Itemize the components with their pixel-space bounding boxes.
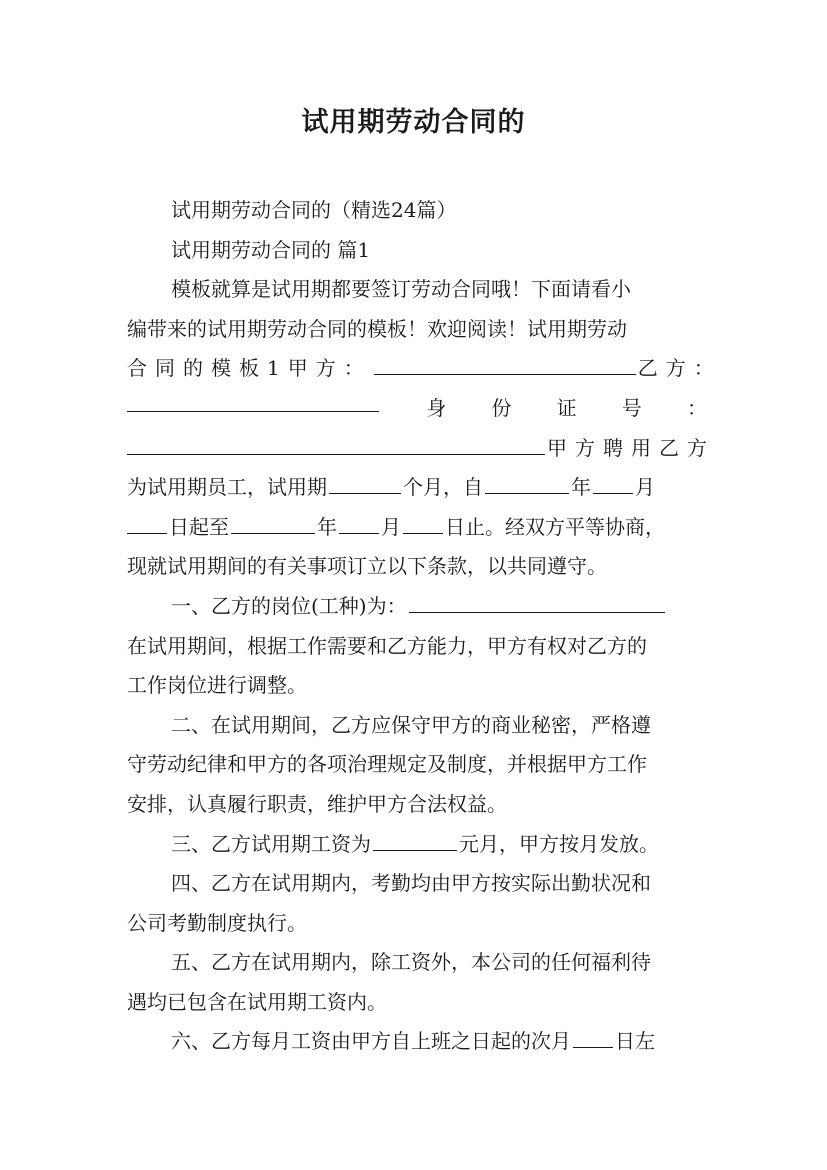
text-run: 一、乙方的岗位(工种)为：	[171, 593, 407, 618]
paragraph-line	[127, 349, 722, 389]
document-body	[127, 191, 722, 1062]
paragraph-line: 遇均已包含在试用期工资内。	[127, 989, 387, 1014]
text-run: 月	[635, 475, 655, 500]
text-run: 日左	[615, 1029, 655, 1054]
text-run: 月	[381, 514, 401, 539]
text-run: 三、乙方试用期工资为	[171, 831, 371, 856]
paragraph-line	[127, 825, 707, 865]
text-run: 年	[571, 475, 591, 500]
text-run: 个月，自	[403, 475, 483, 500]
fill-in-blank	[339, 511, 379, 534]
text-run: 甲方聘用乙方	[547, 435, 715, 460]
paragraph-line: 在试用期间，根据工作需要和乙方能力，甲方有权对乙方的	[127, 633, 647, 658]
text-run: 号	[621, 395, 642, 420]
fill-in-blank	[127, 511, 167, 534]
fill-in-blank	[231, 511, 315, 534]
fill-in-blank	[127, 432, 545, 455]
paragraph-line	[127, 1022, 707, 1062]
text-run: 元月，甲方按月发放。	[459, 831, 659, 856]
fill-in-blank	[593, 471, 633, 494]
fill-in-blank	[403, 511, 443, 534]
text-run: 为试用期员工，试用期	[127, 475, 327, 500]
text-run: 份	[491, 395, 512, 420]
fill-in-blank	[374, 352, 636, 375]
paragraph-line: 工作岗位进行调整。	[127, 673, 307, 698]
paragraph-line: 五、乙方在试用期内，除工资外，本公司的任何福利待	[171, 950, 651, 975]
paragraph-line: 公司考勤制度执行。	[127, 910, 307, 935]
paragraph-line: 编带来的试用期劳动合同的模板！欢迎阅读！试用期劳动	[127, 316, 627, 341]
text-run: 身	[426, 395, 447, 420]
fill-in-blank	[373, 828, 457, 851]
fill-in-blank	[573, 1025, 613, 1048]
paragraph-line	[127, 389, 707, 429]
document-title: 试用期劳动合同的	[301, 107, 526, 138]
text-run: 合同的模板1甲方：	[127, 356, 372, 381]
paragraph-line: 试用期劳动合同的 篇1	[171, 237, 371, 262]
text-run: 日止。经双方平等协商，	[445, 514, 665, 539]
fill-in-blank	[485, 471, 569, 494]
text-run: 证	[556, 395, 577, 420]
text-run: 年	[317, 514, 337, 539]
fill-in-blank	[127, 389, 379, 412]
paragraph-line	[127, 587, 707, 627]
paragraph-line	[127, 429, 715, 469]
text-run: 乙方：	[637, 356, 722, 381]
paragraph-line: 试用期劳动合同的（精选24篇）	[171, 198, 457, 222]
paragraph-line	[127, 508, 707, 548]
text-run: ：	[686, 395, 707, 420]
paragraph-line: 现就试用期间的有关事项订立以下条款，以共同遵守。	[127, 554, 607, 579]
fill-in-blank	[409, 590, 665, 613]
paragraph-line	[127, 468, 707, 508]
paragraph-line: 四、乙方在试用期内，考勤均由甲方按实际出勤状况和	[171, 871, 651, 896]
fill-in-blank	[329, 471, 401, 494]
paragraph-line: 模板就算是试用期都要签订劳动合同哦！下面请看小	[171, 277, 631, 302]
text-run: 日起至	[169, 514, 229, 539]
paragraph-line: 二、在试用期间，乙方应保守甲方的商业秘密，严格遵	[171, 712, 651, 737]
paragraph-line: 安排，认真履行职责，维护甲方合法权益。	[127, 791, 507, 816]
text-run: 六、乙方每月工资由甲方自上班之日起的次月	[171, 1029, 571, 1054]
paragraph-line: 守劳动纪律和甲方的各项治理规定及制度，并根据甲方工作	[127, 752, 647, 777]
